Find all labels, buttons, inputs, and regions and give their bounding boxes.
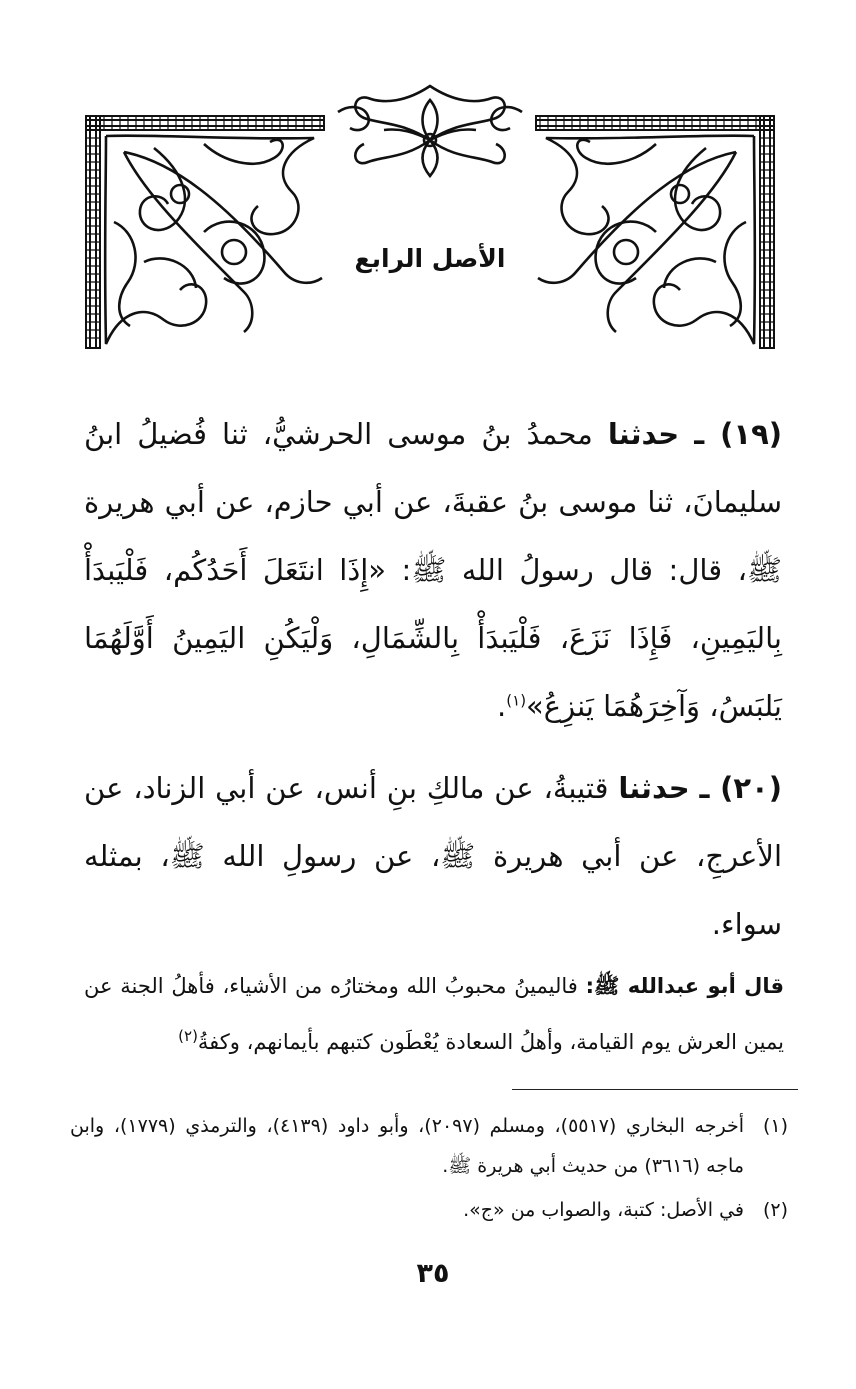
arabesque-ornament-icon bbox=[84, 82, 776, 350]
hadith-lead-word: حدثنا bbox=[618, 771, 690, 805]
hadith-19-end: . bbox=[497, 689, 507, 723]
hadith-20-text: قتيبةُ، عن مالكِ بنِ أنس، عن أبي الزناد، عن الأعرجِ، عن أبي هريرة ﷺ، عن رسولِ الله ﷺ، بمثله سواء. bbox=[84, 771, 782, 941]
hadith-number: (٢٠) ـ bbox=[699, 771, 783, 805]
footnote-ref-1[interactable]: (١) bbox=[506, 691, 527, 710]
main-text-block bbox=[84, 400, 782, 958]
chapter-title: الأصل الرابع bbox=[354, 244, 506, 273]
footnote-text: في الأصل: كتبة، والصواب من «ج». bbox=[463, 1199, 744, 1221]
footnotes-section bbox=[70, 1106, 788, 1230]
commentary-block bbox=[84, 958, 784, 1070]
page-number: ٣٥ bbox=[416, 1258, 450, 1289]
footnote-mark: (٢) bbox=[762, 1199, 788, 1221]
ornamental-header-frame bbox=[84, 82, 776, 350]
footnote-text: أخرجه البخاري (٥٥١٧)، ومسلم (٢٠٩٧)، وأبو داود (٤١٣٩)، والترمذي (١٧٧٩)، وابن ماجه (٣٦١٦) من حديث أبي هريرة ﷺ. bbox=[70, 1115, 744, 1177]
commentary-text: فاليمينُ محبوبُ الله ومختارُه من الأشياء، فأهلُ الجنة عن يمين العرش يوم القيامة، وأهلُ السعادة يُعْطَون كتبهم بأيمانهم، وكفةُ bbox=[84, 974, 784, 1054]
commentary-lead: قال أبو عبدالله ﷺ: bbox=[585, 974, 784, 998]
hadith-19-paragraph bbox=[84, 400, 782, 740]
footnote-ref-2[interactable]: (٢) bbox=[178, 1027, 198, 1045]
hadith-lead-word: حدثنا bbox=[607, 417, 680, 451]
hadith-19-text: محمدُ بنُ موسى الحرشيُّ، ثنا فُضيلُ ابنُ سليمانَ، ثنا موسى بنُ عقبةَ، عن أبي حازم، عن أبي هريرة ﷺ، قال: قال رسولُ الله ﷺ: «إِذَا انتَعَلَ أَحَدُكُم، فَلْيَبدَأْ بِاليَمِينِ، فَإِذَا نَزَعَ، فَلْيَبدَأْ بِالشِّمَالِ، وَلْيَكُنِ اليَمِينُ أَوَّلَهُمَا يَلبَسُ، وَآخِرَهُمَا يَنزِعُ» bbox=[84, 417, 782, 723]
footnote-mark: (١) bbox=[762, 1115, 788, 1137]
footnote-divider bbox=[512, 1089, 798, 1090]
footnote-item bbox=[70, 1190, 788, 1230]
footnote-item bbox=[70, 1106, 788, 1186]
hadith-number: (١٩) ـ bbox=[694, 417, 783, 451]
hadith-20-paragraph bbox=[84, 754, 782, 958]
